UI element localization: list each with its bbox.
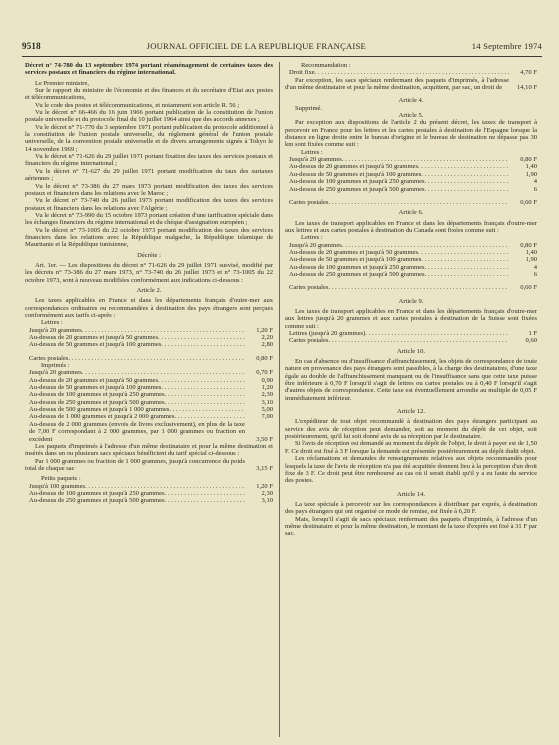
rate-value: 1 F (528, 330, 537, 337)
rate-value: 3,10 (261, 497, 273, 505)
art6-lettres-heading: Lettres : (301, 234, 323, 242)
rate-row (285, 337, 537, 344)
rate-label: Au-dessus de 500 grammes et jusqu'à 1 000 grammes (29, 406, 170, 414)
rate-value: 0,60 (525, 337, 537, 345)
rate-value: 2,30 (261, 489, 273, 497)
rate-label: Au-dessus de 20 grammes et jusqu'à 50 grammes (289, 163, 419, 171)
rate-row (25, 341, 273, 348)
rate-row (285, 199, 537, 206)
rate-label: Cartes postales (289, 198, 329, 206)
rate-value: 1,20 F (256, 326, 273, 334)
article-12-heading: Article 12. (397, 408, 425, 416)
rate-label: Au-dessus de 250 grammes et jusqu'à 500 grammes (29, 497, 165, 505)
rate-label: Au-dessus de 50 grammes et jusqu'à 100 grammes (29, 384, 162, 392)
rate-value: 1,20 F (256, 482, 273, 490)
rate-row (25, 377, 273, 384)
rate-label: Jusqu'à 100 grammes (29, 482, 86, 490)
rate-label: Au-dessus de 50 grammes et jusqu'à 100 grammes (29, 341, 162, 349)
lettres-heading: Lettres : (41, 319, 63, 327)
rate-value: 3,15 F (256, 464, 273, 472)
decree-title: Décret n° 74-780 du 13 septembre 1974 portant réaménagement de certaines taxes des services postaux et financiers du régime international. (25, 62, 273, 77)
rate-row (285, 256, 537, 263)
rate-row (25, 483, 273, 490)
rate-value: 0,60 F (520, 284, 537, 292)
rate-label: Au-dessus de 250 grammes et jusqu'à 500 grammes (289, 185, 425, 193)
imprimes-rates (25, 369, 273, 420)
rate-label: Au-dessus de 100 grammes et jusqu'à 250 grammes (289, 178, 425, 186)
imprimes-heading: Imprimés : (41, 362, 70, 370)
rate-value: 0,80 F (256, 354, 273, 362)
article-6-text: Les taxes de transport applicables en France et dans les départements français d'outre-mer aux lettres et aux cartes postales à destination du Canada sont fixées comme suit : (285, 219, 537, 234)
article-12-p1: L'expéditeur de tout objet recommandé à destination des pays étrangers participant au service des avis de réception peut demander, soit au moment du dépôt de cet objet, soit postérieurement, qu'il lui soit donné avis de sa réception par le destinataire. (285, 418, 537, 441)
rate-row (285, 186, 537, 193)
article-5-heading: Article 5. (398, 112, 424, 120)
article-9-heading: Article 9. (398, 297, 424, 305)
rate-value: 1,90 (525, 256, 537, 264)
rate-row (25, 497, 273, 504)
rate-value: 4,70 F (520, 69, 537, 77)
decree-intro: Le Premier ministre, (35, 79, 89, 87)
article-14-p2: Mais, lorsqu'il s'agit de sacs spéciaux renfermant des paquets d'imprimés, à l'adresse d'un même destinataire et pour la même destination, le montant de la taxe d'exprès est fixé à 31 F par sac. (285, 515, 537, 538)
rate-label: Jusqu'à 20 grammes (289, 156, 342, 164)
art9-rates (285, 330, 537, 345)
article-9-text: Les taxes de transport applicables en France et dans les départements français d'outre-mer aux lettres jusqu'à 20 grammes et aux cartes postales à destination de la Suisse sont fixées comme suit : (285, 307, 537, 330)
article-4-text: Supprimé. (295, 104, 323, 112)
art5-lettres-rates (285, 156, 537, 193)
rate-row (285, 77, 537, 92)
consideration-item: Vu le décret n° 73-990 du 15 octobre 1973 portant création d'une tarification spéciale dans les échanges financiers du régime international et du chèque d'assignation européen ; (25, 211, 273, 227)
right-column (285, 62, 537, 538)
rate-value: 2,80 (261, 341, 273, 349)
consideration-item: Vu le décret n° 73-386 du 27 mars 1973 portant modification des taxes des services postaux et financiers dans les relations avec le Maroc ; (25, 182, 273, 197)
rate-row (25, 327, 273, 334)
rate-label: Au-dessus de 1 000 grammes et jusqu'à 2 000 grammes (29, 413, 175, 421)
rate-row (25, 391, 273, 398)
rate-row (285, 178, 537, 185)
rate-label: Cartes postales (289, 337, 329, 345)
rate-row (285, 171, 537, 178)
consideration-item: Vu le décret n° 71-627 du 29 juillet 1971 portant modification du taux des surtaxes aériennes ; (25, 167, 273, 183)
rate-label: Cartes postales (29, 354, 69, 362)
rate-label: Au-dessus de 100 grammes et jusqu'à 250 grammes (289, 263, 425, 271)
rate-label: Lettres (jusqu'à 20 grammes) (289, 330, 366, 337)
page-number: 9518 (22, 41, 41, 51)
rate-value: 0,80 F (520, 241, 537, 249)
rate-row (25, 399, 273, 406)
rate-label: Jusqu'à 20 grammes (289, 241, 342, 249)
rate-label: Au-dessus de 50 grammes et jusqu'à 100 grammes (289, 170, 422, 178)
rate-row (25, 369, 273, 376)
imprimes-note: Au-dessus de 2 000 grammes (envois de livres exclusivement), en plus de la taxe de 7,00 F correspondant à 2 000 grammes, par 1 000 grammes ou fraction en excédent (29, 420, 245, 443)
rate-row (285, 163, 537, 170)
rate-label: Au-dessus de 100 grammes et jusqu'à 250 grammes (29, 489, 165, 497)
rate-label: Cartes postales (289, 284, 329, 292)
rate-value: 0,60 F (520, 198, 537, 206)
rate-row (25, 490, 273, 497)
rate-row (285, 330, 537, 337)
rate-row (285, 249, 537, 256)
article-12-p3: Les réclamations et demandes de renseignements relatives aux objets recommandés pour lesquels la taxe de l'avis de réception n'a pas été acquittée donnent lieu à la perception d'un droit fixe de 3 F. Ce droit peut être remboursé au cas où il serait établi qu'il y a eu faute du service des postes. (285, 455, 537, 485)
rate-value: 6 (533, 270, 537, 278)
consideration-item: Vu le décret n° 66-466 du 16 juin 1966 portant publication de la constitution de l'union postale universelle et du protocole final du 10 juillet 1964 ainsi que des accords annexes ; (25, 109, 273, 124)
rate-row (25, 334, 273, 341)
rate-label: Au-dessus de 20 grammes et jusqu'à 50 grammes (29, 334, 159, 342)
article-1-text: Art. 1er. — Les dispositions du décret n° 71-626 du 29 juillet 1971 susvisé, modifié par les décrets n° 73-386 du 27 mars 1973, n° 73-740 du 26 juillet 1973 et n° 73-1005 du 22 octobre 1973, sont à nouveau modifiées conformément aux indications ci-dessous : (25, 261, 273, 284)
rate-value: 1,20 (261, 384, 273, 392)
rate-value: 4 (533, 263, 537, 271)
recommandation-text: Par exception, les sacs spéciaux renfermant des paquets d'imprimés, à l'adresse d'un même destinataire et pour la même destination, acquittent, par sac, un droit de (285, 76, 509, 92)
article-10-heading: Article 10. (397, 347, 425, 355)
rate-value: 2,30 (261, 391, 273, 399)
rate-label: Au-dessus de 50 grammes et jusqu'à 100 grammes (289, 256, 422, 264)
rate-value: 1,40 (525, 248, 537, 256)
rate-row (25, 384, 273, 391)
article-10-text: En cas d'absence ou d'insuffisance d'affranchissement, les objets de correspondance de toute nature en provenance des pays étrangers sont passibles, à la charge des destinataires, d'une taxe égale au double de l'affranchissement manquant ou de l'insuffisance sans que cette taxe puisse être inférieure à 0,70 F lorsqu'il s'agit de lettres ou cartes postales ou à 0,40 F lorsqu'il s'agit d'autres objets de correspondance. Cette taxe est éventuellement arrondie au multiple de 0,05 F immédiatement inférieur. (285, 358, 537, 402)
consideration-item: Vu le décret n° 73-740 du 26 juillet 1973 portant modification des taxes des services postaux et financiers dans les relations avec l'Algérie ; (25, 197, 273, 212)
consideration-item: Vu le décret n° 71-770 du 3 septembre 1971 portant publication du protocole additionnel à la constitution de l'union postale universelle, du règlement général de l'union postale universelle, de la convention postale universelle et de divers arrangements signés à Tokyo le 14 novembre 1969 ; (25, 123, 273, 153)
rate-row (285, 69, 537, 76)
rate-row (25, 355, 273, 362)
rate-row (25, 458, 273, 473)
paquets-text: Les paquets d'imprimés à l'adresse d'un même destinataire et pour la même destination et insérés dans un ou plusieurs sacs spéciaux bénéficient du tarif spécial ci-dessous : (25, 442, 273, 458)
rate-value: 6 (533, 185, 537, 193)
rate-label: Au-dessus de 20 grammes et jusqu'à 50 grammes (29, 376, 159, 384)
rate-value: 0,80 F (520, 156, 537, 164)
rate-label: Au-dessus de 250 grammes et jusqu'à 500 grammes (29, 398, 165, 406)
rate-label: Au-dessus de 20 grammes et jusqu'à 50 grammes (289, 248, 419, 256)
rate-value: 1,40 (525, 163, 537, 171)
considerations-list (25, 87, 273, 249)
issue-date: 14 Septembre 1974 (471, 41, 542, 51)
rate-row (285, 264, 537, 271)
rate-value: 5,00 (261, 406, 273, 414)
rate-value: 7,00 (261, 413, 273, 421)
page-header (22, 41, 542, 53)
left-column (25, 62, 273, 505)
rate-value: 3,50 F (256, 435, 273, 443)
rate-value: 14,10 F (516, 84, 537, 92)
rate-label: Au-dessus de 100 grammes et jusqu'à 250 grammes (29, 391, 165, 399)
art5-lettres-heading: Lettres : (301, 148, 323, 156)
rate-value: 1,90 (525, 170, 537, 178)
rate-row (285, 242, 537, 249)
rate-row (285, 271, 537, 278)
recommandation-heading: Recommandation : (301, 62, 351, 69)
rate-label: Droit fixe (289, 69, 315, 77)
article-14-heading: Article 14. (397, 490, 425, 498)
rate-value: 4 (533, 178, 537, 186)
rate-row (285, 284, 537, 291)
lettres-rates (25, 327, 273, 349)
rate-row (25, 406, 273, 413)
petits-paquets-rates (25, 483, 273, 505)
paquets-rate: Par 1 000 grammes ou fraction de 1 000 grammes, jusqu'à concurrence du poids total de chaque sac (25, 457, 245, 472)
rate-label: Jusqu'à 20 grammes (29, 369, 82, 377)
column-divider (279, 62, 280, 737)
decrete-heading: Décrète : (137, 251, 161, 259)
rate-row (25, 421, 273, 443)
rate-value: 3,10 (261, 398, 273, 406)
art6-lettres-rates (285, 242, 537, 279)
consideration-item: Vu le décret n° 73-1005 du 22 octobre 1973 portant modification des taxes des services financiers dans les relations avec la République malgache, la République islamique de Mauritanie et la République tunisienne, (25, 226, 273, 249)
rate-value: 0,90 (261, 376, 273, 384)
rate-row (25, 413, 273, 420)
petits-paquets-heading: Petits paquets : (41, 475, 81, 483)
article-12-p2: Si l'avis de réception est demandé au moment du dépôt de l'objet, le droit à payer est de 1,50 F. Ce droit est fixé à 3 F lorsque la demande est présentée postérieurement au dépôt dudit objet. (285, 440, 537, 455)
article-5-text: Par exception aux dispositions de l'article 2 du présent décret, les taxes de transport à percevoir en France pour les lettres et les cartes postales à destination de l'Espagne lorsque la distance en ligne droite entre le bureau d'origine et le bureau de destination ne dépasse pas 30 km sont fixées comme suit : (285, 119, 537, 149)
article-2-text: Les taxes applicables en France et dans les départements français d'outre-mer aux correspondances ordinaires ou recommandées à destination des pays étrangers sont perçues conformément aux tarifs ci-après : (25, 297, 273, 319)
rate-value: 2,20 (261, 334, 273, 342)
journal-title: JOURNAL OFFICIEL DE LA REPUBLIQUE FRANÇAISE (146, 41, 366, 51)
rate-label: Jusqu'à 20 grammes (29, 326, 82, 334)
consideration-item: Sur le rapport du ministre de l'économie et des finances et du secrétaire d'Etat aux postes et télécommunications, (25, 87, 273, 102)
article-6-heading: Article 6. (398, 209, 424, 217)
rate-label: Au-dessus de 250 grammes et jusqu'à 500 grammes (289, 270, 425, 278)
article-4-heading: Article 4. (398, 97, 424, 105)
article-2-heading: Article 2. (136, 286, 162, 294)
header-rule (22, 56, 542, 57)
article-14-p1: La taxe spéciale à percevoir sur les correspondances à distribuer par exprès, à destination des pays étrangers qui ont organisé ce mode de remise, est fixée à 6,20 F. (285, 500, 537, 516)
consideration-item: Vu le décret n° 71-626 du 29 juillet 1971 portant fixation des taxes des services postaux et financiers du régime international ; (25, 153, 273, 168)
rate-value: 0,70 F (256, 369, 273, 377)
consideration-item: Vu le code des postes et télécommunications, et notamment son article R. 56 ; (35, 101, 240, 109)
rate-row (285, 156, 537, 163)
